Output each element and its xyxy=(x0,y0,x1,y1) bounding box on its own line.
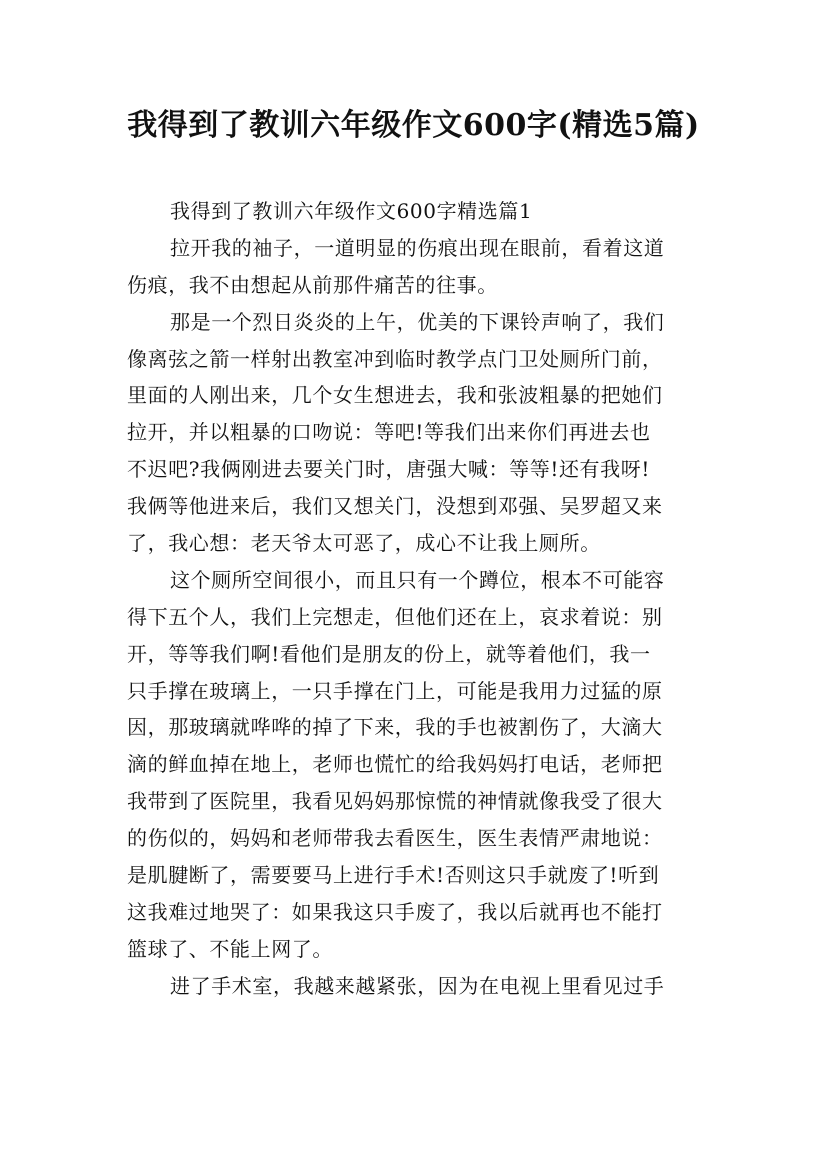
paragraph-3-line-4: 只手撑在玻璃上，一只手撑在门上，可能是我用力过猛的原 xyxy=(127,678,663,703)
paragraph-2-line-4: 拉开，并以粗暴的口吻说：等吧!等我们出来你们再进去也 xyxy=(127,420,651,445)
paragraph-2-line-3: 里面的人刚出来，几个女生想进去，我和张波粗暴的把她们 xyxy=(127,383,663,408)
paragraph-3-line-5: 因，那玻璃就哗哗的掉了下来，我的手也被割伤了，大滴大 xyxy=(127,715,663,740)
paragraph-3-line-7: 我带到了医院里，我看见妈妈那惊慌的神情就像我受了很大 xyxy=(127,789,663,814)
paragraph-1-line-2: 伤痕，我不由想起从前那件痛苦的往事。 xyxy=(127,272,498,297)
paragraph-4-line-1: 进了手术室，我越来越紧张，因为在电视上里看见过手 xyxy=(170,973,665,998)
paragraph-3-line-11: 篮球了、不能上网了。 xyxy=(127,936,333,961)
paragraph-2-line-6: 我俩等他进来后，我们又想关门，没想到邓强、吴罗超又来 xyxy=(127,494,663,519)
paragraph-3-line-2: 得下五个人，我们上完想走，但他们还在上，哀求着说：别 xyxy=(127,604,663,629)
document-title: 我得到了教训六年级作文600字(精选5篇) xyxy=(127,108,700,143)
paragraph-3-line-1: 这个厕所空间很小，而且只有一个蹲位，根本不可能容 xyxy=(170,567,665,592)
paragraph-1-line-1: 拉开我的袖子，一道明显的伤痕出现在眼前，看着这道 xyxy=(170,235,665,260)
paragraph-3-line-6: 滴的鲜血掉在地上，老师也慌忙的给我妈妈打电话，老师把 xyxy=(127,752,663,777)
article-heading: 我得到了教训六年级作文600字精选篇1 xyxy=(170,199,533,223)
paragraph-3-line-10: 这我难过地哭了：如果我这只手废了，我以后就再也不能打 xyxy=(127,899,663,924)
paragraph-2-line-5: 不迟吧?我俩刚进去要关门时，唐强大喊：等等!还有我呀! xyxy=(127,457,650,482)
paragraph-2-line-7: 了，我心想：老天爷太可恶了，成心不让我上厕所。 xyxy=(127,531,601,556)
paragraph-3-line-8: 的伤似的，妈妈和老师带我去看医生，医生表情严肃地说： xyxy=(127,826,663,851)
paragraph-2-line-1: 那是一个烈日炎炎的上午，优美的下课铃声响了，我们 xyxy=(170,309,665,334)
article-body xyxy=(127,193,717,1005)
paragraph-2-line-2: 像离弦之箭一样射出教室冲到临时教学点门卫处厕所门前， xyxy=(127,346,663,371)
paragraph-3-line-9: 是肌腱断了，需要要马上进行手术!否则这只手就废了!听到 xyxy=(127,863,660,888)
paragraph-3-line-3: 开，等等我们啊!看他们是朋友的份上，就等着他们，我一 xyxy=(127,641,651,666)
